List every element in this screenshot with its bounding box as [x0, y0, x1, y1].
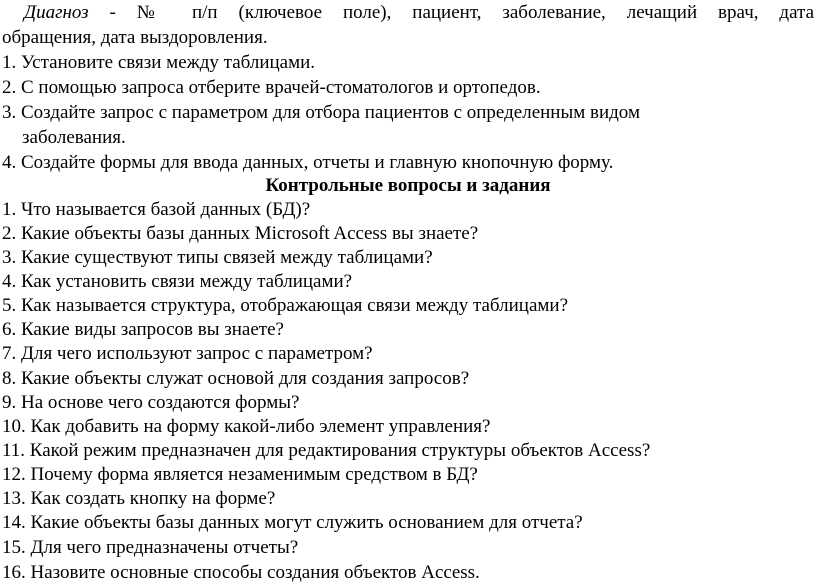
question-item: 1. Что называется базой данных (БД)? [2, 199, 311, 220]
section-heading: Контрольные вопросы и задания [265, 175, 551, 196]
task-item: 4. Создайте формы для ввода данных, отчеты и главную кнопочную форму. [2, 152, 614, 173]
question-item: 2. Какие объекты базы данных Microsoft Access вы знаете? [2, 223, 479, 244]
question-item: 8. Какие объекты служат основой для создания запросов? [2, 368, 470, 389]
intro-line-1-rest: - № п/п (ключевое поле), пациент, заболевание, лечащий врач, дата [88, 2, 814, 23]
question-item: 6. Какие виды запросов вы знаете? [2, 319, 284, 340]
question-item: 11. Какой режим предназначен для редактирования структуры объектов Access? [2, 440, 651, 461]
task-item: 1. Установите связи между таблицами. [2, 52, 316, 73]
question-item: 15. Для чего предназначены отчеты? [2, 537, 299, 558]
question-item: 3. Какие существуют типы связей между таблицами? [2, 247, 433, 268]
intro-line-2: обращения, дата выздоровления. [2, 27, 268, 48]
intro-term: Диагноз [24, 2, 89, 23]
question-item: 7. Для чего используют запрос с параметром? [2, 343, 373, 364]
question-item: 14. Какие объекты базы данных могут служить основанием для отчета? [2, 512, 583, 533]
task-item-continuation: заболевания. [22, 127, 126, 148]
task-item: 3. Создайте запрос с параметром для отбора пациентов с определенным видом [2, 102, 640, 123]
question-item: 16. Назовите основные способы создания объектов Access. [2, 562, 480, 583]
question-item: 4. Как установить связи между таблицами? [2, 271, 353, 292]
question-item: 10. Как добавить на форму какой-либо элемент управления? [2, 416, 491, 437]
question-item: 13. Как создать кнопку на форме? [2, 488, 276, 509]
task-item: 2. С помощью запроса отберите врачей-стоматологов и ортопедов. [2, 77, 541, 98]
intro-line-1 [2, 2, 814, 24]
question-item: 5. Как называется структура, отображающая связи между таблицами? [2, 295, 569, 316]
question-item: 9. На основе чего создаются формы? [2, 392, 300, 413]
question-item: 12. Почему форма является незаменимым средством в БД? [2, 464, 478, 485]
